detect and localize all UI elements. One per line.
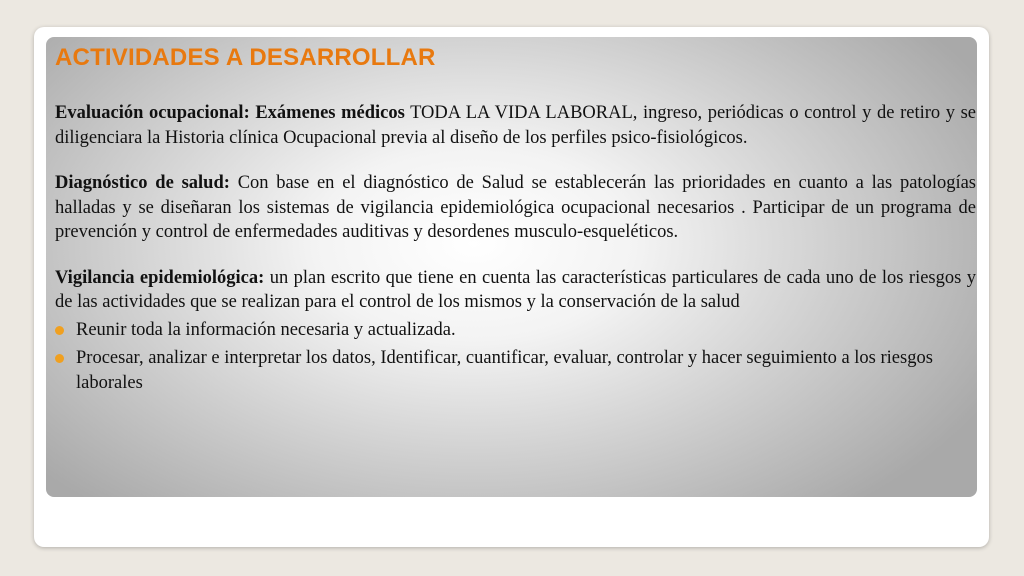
paragraph-diagnostico-salud bbox=[55, 171, 976, 245]
bullet-text: Procesar, analizar e interpretar los datos, Identificar, cuantificar, evaluar, controlar y hacer seguimiento a los riesgos laborales bbox=[76, 348, 933, 393]
bullet-dot-icon bbox=[55, 326, 64, 335]
paragraph-text: Con base en el diagnóstico de Salud se establecerán las prioridades en cuanto a las patologías halladas y se diseñaran los sistemas de vigilancia epidemiológica ocupacional necesarios . Participar de un programa de prevención y control de enfermedades auditivas y desordenes musculo-esqueléticos. bbox=[55, 173, 977, 242]
slide-title: ACTIVIDADES A DESARROLLAR bbox=[55, 44, 436, 71]
bullet-text: Reunir toda la información necesaria y actualizada. bbox=[76, 319, 456, 340]
slide-body bbox=[55, 101, 976, 399]
paragraph-heading: Evaluación ocupacional: Exámenes médicos bbox=[55, 103, 405, 123]
paragraph-evaluacion-ocupacional bbox=[55, 101, 976, 150]
paragraph-heading: Diagnóstico de salud: bbox=[55, 173, 230, 193]
bullet-item-procesar bbox=[55, 346, 976, 395]
bullet-dot-icon bbox=[55, 354, 64, 363]
paragraph-text: un plan escrito que tiene en cuenta las características particulares de cada uno de los riesgos y de las actividades que se realizan para el control de los mismos y la conservación de la salud bbox=[55, 267, 977, 312]
paragraph-text: TODA LA VIDA LABORAL, ingreso, periódicas o control y de retiro y se diligenciara la Historia clínica Ocupacional previa al diseño de los perfiles psico-fisiológicos. bbox=[55, 103, 976, 148]
paragraph-vigilancia-epidemiologica bbox=[55, 266, 976, 315]
bullet-item-reunir bbox=[55, 318, 976, 343]
bullet-list bbox=[55, 318, 976, 396]
paragraph-heading: Vigilancia epidemiológica: bbox=[55, 267, 265, 288]
